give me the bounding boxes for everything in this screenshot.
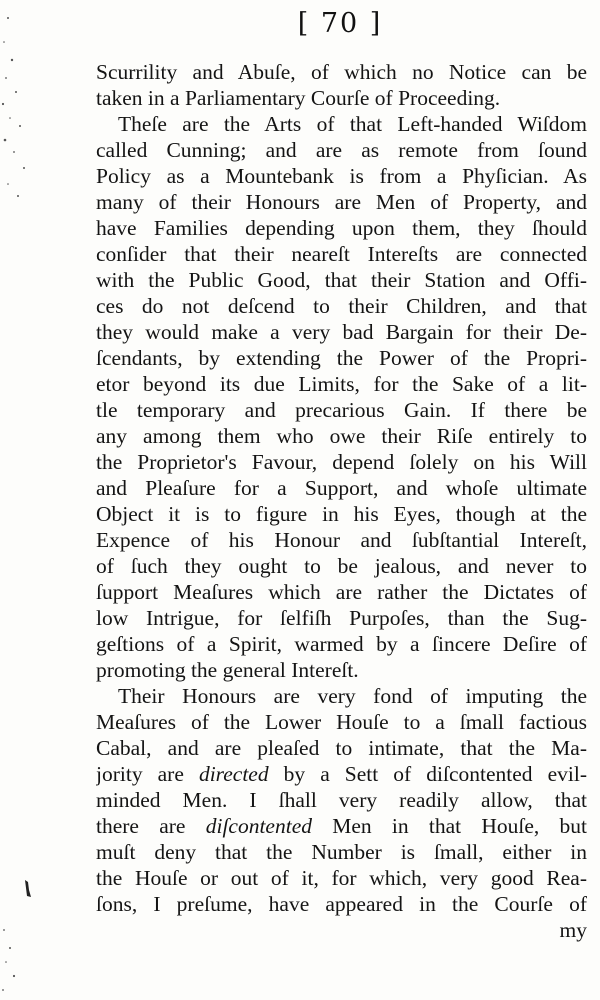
text-line [96, 449, 587, 475]
text-line [96, 189, 587, 215]
text-segment: Men in that Houſe, but [312, 814, 587, 838]
text-segment: the Houſe or out of it, for which, very good Rea- [96, 866, 587, 890]
text-segment: etor beyond its due Limits, for the Sake of a lit- [96, 372, 587, 396]
text-line [96, 891, 587, 917]
text-segment: jority are [96, 762, 199, 786]
text-segment: Policy as a Mountebank is from a Phyſician. As [96, 164, 587, 188]
ink-blot-mark [22, 878, 34, 900]
text-line [96, 423, 587, 449]
text-line [96, 475, 587, 501]
page-number: [ 70 ] [297, 8, 383, 39]
text-line [96, 631, 587, 657]
text-line [96, 917, 587, 943]
text-segment: the Proprietor's Favour, depend ſolely on his Will [96, 450, 587, 474]
text-line [96, 839, 587, 865]
text-segment: Scurrility and Abuſe, of which no Notice can be [96, 60, 587, 84]
text-line [96, 345, 587, 371]
text-segment: Expence of his Honour and ſubſtantial Intereſt, [96, 528, 587, 552]
text-segment: there are [96, 814, 206, 838]
text-segment: Cabal, and are pleaſed to intimate, that the Ma- [96, 736, 587, 760]
text-line [96, 579, 587, 605]
text-line [96, 813, 587, 839]
text-segment: low Intrigue, for ſelfiſh Purpoſes, than the Sug- [96, 606, 587, 630]
text-segment: promoting the general Intereſt. [96, 658, 359, 682]
italic-word: directed [198, 762, 269, 786]
text-segment: ces do not deſcend to their Children, and that [96, 294, 587, 318]
text-segment: ſupport Meaſures which are rather the Dictates of [96, 580, 587, 604]
text-segment: ſcendants, by extending the Power of the Propri- [96, 346, 587, 370]
text-line [96, 553, 587, 579]
text-line [96, 527, 587, 553]
text-segment: geſtions of a Spirit, warmed by a ſincere Deſire of [96, 632, 587, 656]
text-segment: minded Men. I ſhall very readily allow, that [96, 788, 587, 812]
text-segment: any among them who owe their Riſe entirely to [96, 424, 587, 448]
text-line [96, 605, 587, 631]
text-line [96, 241, 587, 267]
text-line [96, 501, 587, 527]
text-line [96, 163, 587, 189]
text-segment: Object it is to figure in his Eyes, though at the [96, 502, 587, 526]
text-segment: my [559, 918, 587, 942]
text-line [96, 319, 587, 345]
text-line [96, 215, 587, 241]
text-line [96, 787, 587, 813]
text-segment: Theſe are the Arts of that Left-handed Wiſdom [118, 112, 587, 136]
text-line [96, 865, 587, 891]
text-segment: they would make a very bad Bargain for their De- [96, 320, 587, 344]
text-line [96, 709, 587, 735]
text-segment: conſider that their neareſt Intereſts are connected [96, 242, 587, 266]
text-segment: called Cunning; and are as remote from ſound [96, 138, 587, 162]
text-segment: Meaſures of the Lower Houſe to a ſmall factious [96, 710, 587, 734]
text-segment: many of their Honours are Men of Property, and [96, 190, 587, 214]
text-segment: muſt deny that the Number is ſmall, either in [96, 840, 587, 864]
italic-word: diſcontented [205, 814, 312, 838]
text-segment: and Pleaſure for a Support, and whoſe ultimate [96, 476, 587, 500]
text-line [96, 657, 587, 683]
body-text [96, 59, 587, 943]
text-line [96, 111, 587, 137]
text-line [96, 761, 587, 787]
text-line [96, 267, 587, 293]
text-line [96, 137, 587, 163]
text-segment: with the Public Good, that their Station and Offi- [96, 268, 587, 292]
text-line [96, 371, 587, 397]
text-segment: Their Honours are very fond of imputing the [118, 684, 587, 708]
text-line [96, 397, 587, 423]
text-segment: taken in a Parliamentary Courſe of Proceeding. [96, 86, 501, 110]
text-segment: by a Sett of diſcontented evil- [268, 762, 587, 786]
text-segment: have Families depending upon them, they ſhould [96, 216, 587, 240]
text-line [96, 293, 587, 319]
text-line [96, 735, 587, 761]
text-segment: tle temporary and precarious Gain. If there be [96, 398, 587, 422]
text-segment: of ſuch they ought to be jealous, and never to [96, 554, 587, 578]
text-segment: ſons, I preſume, have appeared in the Courſe of [96, 892, 587, 916]
gutter-speckle-decoration [0, 0, 34, 1000]
text-line [96, 85, 587, 111]
text-line [96, 59, 587, 85]
text-line [96, 683, 587, 709]
